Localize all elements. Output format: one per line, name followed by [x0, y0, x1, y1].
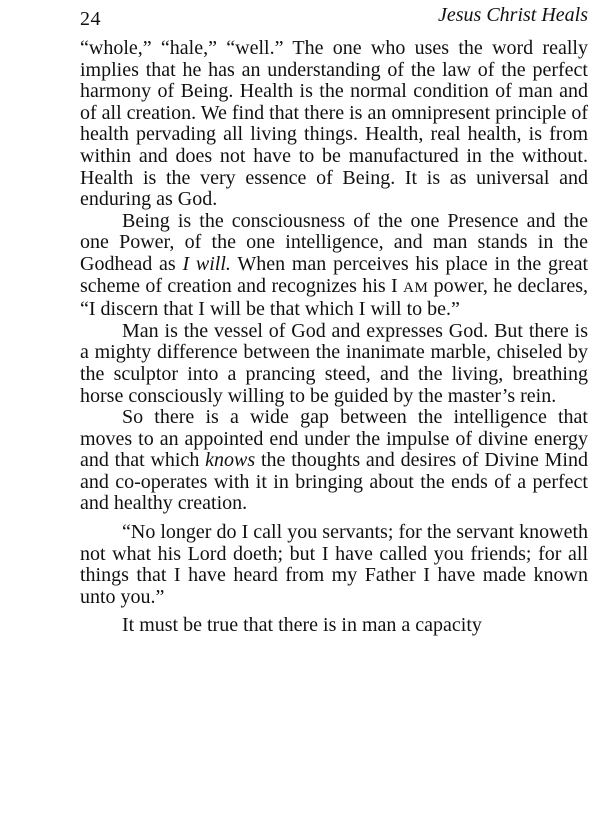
paragraph-6: It must be true that there is in man a capacity	[122, 614, 482, 637]
paragraph-4-text-a: So there is a wide gap between the intelligence that moves to an appointed end under the impulse of divine energy and that which	[80, 406, 588, 472]
paragraph-2-text-a: Being is the consciousness of the one Presence and the one Power, of the one intelligence, and man stands in the Godhead as	[80, 209, 588, 275]
paragraph-3: Man is the vessel of God and expresses God. But there is a mighty difference between the inanimate marble, chiseled by the sculptor into a prancing steed, and the living, breathing horse consciously willing to be guided by the master’s rein.	[80, 319, 588, 407]
paragraph-4-emphasis: knows	[205, 449, 256, 472]
paragraph-1: “whole,” “hale,” “well.” The one who uses the word really implies that he has an understanding of the law of the perfect harmony of Being. Health is the normal condition of man and of all creation. We find that there is an omnipresent principle of health pervading all living things. Health, real health, is from within and does not have to be manufactured in the without. Health is the very essence of Being. It is as universal and enduring as God.	[80, 37, 588, 211]
paragraph-2-emphasis: I will.	[182, 252, 231, 275]
paragraph-2	[80, 211, 588, 321]
body-text	[80, 38, 588, 637]
paragraph-2-text-b: When man perceives his place in the great scheme of creation and recognizes his I	[80, 252, 589, 297]
running-head-title: Jesus Christ Heals	[438, 4, 588, 26]
paragraph-5-quotation: “No longer do I call you servants; for the servant knoweth not what his Lord doeth; but I have called you friends; for all things that I have heard from my Father I have made known unto you.”	[80, 521, 588, 608]
paragraph-2-small-caps: AM	[403, 279, 429, 296]
paragraph-4	[80, 407, 588, 515]
paragraph-2-text-c: power, he declares, “I discern that I will be that which I will to be.”	[80, 274, 588, 321]
paragraph-4-text-b: the thoughts and desires of Divine Mind and co-operates with it in bringing about the ends of a perfect and healthy creation.	[80, 449, 588, 515]
page-number: 24	[80, 8, 101, 30]
